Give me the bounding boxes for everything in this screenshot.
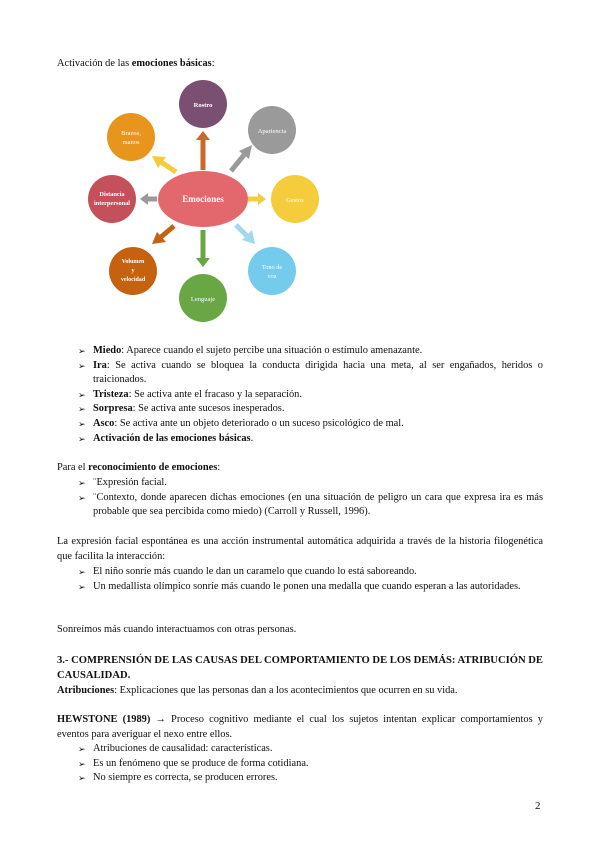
bullet-arrow-icon: ➢ [78, 346, 86, 356]
list-item: ➢ Atribuciones de causalidad: características. [78, 742, 543, 757]
list-item: ➢ ¨Contexto, donde aparecen dichas emociones (en una situación de peligro un cara que expresa ira es más probable que sea percibida como miedo) (Carroll y Russell, 1996). [78, 491, 543, 518]
arrow-volumen [161, 226, 174, 237]
list-item: ➢ Asco: Se activa ante un objeto deteriorado o un suceso psicológico de mal. [78, 417, 543, 432]
list-item: ➢ ¨Expresión facial. [78, 476, 543, 491]
bullet-arrow-icon: ➢ [78, 404, 86, 415]
rostro-label: Rostro [193, 102, 213, 109]
reconocimiento-bold-term: reconocimiento de emociones [88, 462, 218, 473]
bullet-arrow-icon: ➢ [78, 478, 86, 488]
bullet-arrow-icon: ➢ [78, 567, 86, 577]
volumen-label-2: y [131, 268, 135, 274]
brazos-label-1: Brazos, [121, 130, 141, 137]
apariencia-label: Apariencia [257, 128, 287, 135]
volumen-label-3: velocidad [120, 277, 146, 283]
page-number: 2 [535, 800, 541, 812]
arrow-brazos [161, 162, 176, 172]
list-item: ➢ Miedo: Aparece cuando el sujeto percibe una situación o estímulo amenazante. [78, 344, 543, 359]
hewstone-paragraph: HEWSTONE (1989) → Proceso cognitivo mediante el cual los sujetos intentan explicar comportamientos y eventos para averiguar el nexo entre ellos. [57, 714, 543, 740]
emociones-center-label: Emociones [182, 194, 224, 204]
tono-label-2: voz [267, 273, 277, 280]
gestos-label: Gestos [286, 197, 304, 204]
lenguaje-label: Lenguaje [190, 296, 216, 303]
tono-label-1: Tono de [261, 264, 283, 271]
intro-bold-term: emociones básicas [131, 58, 212, 69]
list-item: ➢ Activación de las emociones básicas. [78, 432, 543, 447]
bullet-arrow-icon: ➢ [78, 758, 86, 769]
hewstone-term: HEWSTONE (1989) [57, 714, 151, 725]
emotions-diagram [0, 0, 600, 340]
atribuciones-term: Atribuciones [57, 685, 115, 696]
arrowhead-lenguaje [196, 258, 210, 267]
list-item: ➢ Es un fenómeno que se produce de forma cotidiana. [78, 757, 543, 772]
list-item: ➢ Tristeza: Se activa ante el fracaso y la separación. [78, 388, 543, 403]
list-item: ➢ El niño sonríe más cuando le dan un caramelo que cuando lo está saboreando. [78, 565, 543, 580]
reconocimiento-list [78, 476, 543, 520]
volumen-label-1: Volumen [121, 259, 145, 265]
arrow-apariencia [231, 155, 244, 171]
expresion-paragraph: La expresión facial espontánea es una acción instrumental automática adquirida a través de la historia filogenética que facilita la interacción: [57, 536, 543, 562]
list-item: ➢ Un medallista olímpico sonríe más cuando le ponen una medalla que cuando esperan a las autoridades. [78, 580, 543, 595]
expresion-list [78, 565, 543, 594]
distancia-label-1: Distancia [99, 191, 125, 198]
emotions-list [78, 344, 543, 446]
tono-node [248, 247, 296, 295]
bullet-arrow-icon: ➢ [78, 433, 86, 444]
intro-text: Activación de las [57, 58, 132, 69]
list-item: ➢ No siempre es correcta, se producen errores. [78, 771, 543, 786]
atribuciones-line: Atribuciones: Explicaciones que las personas dan a los acontecimientos que ocurren en su vida. [57, 685, 458, 696]
arrowhead-distancia [140, 193, 148, 205]
brazos-node [107, 113, 155, 161]
intro-colon: : [211, 58, 215, 69]
bullet-arrow-icon: ➢ [78, 389, 86, 400]
section-heading: 3.- COMPRENSIÓN DE LAS CAUSAS DEL COMPORTAMIENTO DE LOS DEMÁS: ATRIBUCIÓN DE CAUSALIDAD. [57, 655, 543, 681]
atribucion-list [78, 742, 543, 786]
arrowhead-rostro [196, 131, 210, 140]
list-item: ➢ Ira: Se activa cuando se bloquea la conducta dirigida hacia una meta, al ser engañados, heridos o traicionados. [78, 359, 543, 386]
distancia-label-2: interpersonal [93, 200, 131, 207]
bullet-arrow-icon: ➢ [78, 773, 86, 784]
list-item: ➢ Sorpresa: Se activa ante sucesos inesperados. [78, 402, 543, 417]
right-arrow-icon: → [155, 714, 166, 725]
brazos-label-2: manos [122, 139, 140, 146]
arrow-tono [236, 225, 247, 236]
distancia-node [88, 175, 136, 223]
bullet-arrow-icon: ➢ [78, 581, 86, 592]
bullet-arrow-icon: ➢ [78, 360, 86, 371]
bullet-arrow-icon: ➢ [78, 492, 86, 503]
reconocimiento-line: Para el reconocimiento de emociones: [57, 462, 221, 473]
bullet-arrow-icon: ➢ [78, 744, 86, 754]
sonreimos-line: Sonreímos más cuando interactuamos con otras personas. [57, 624, 297, 635]
arrowhead-gestos [258, 193, 266, 205]
bullet-arrow-icon: ➢ [78, 418, 86, 429]
